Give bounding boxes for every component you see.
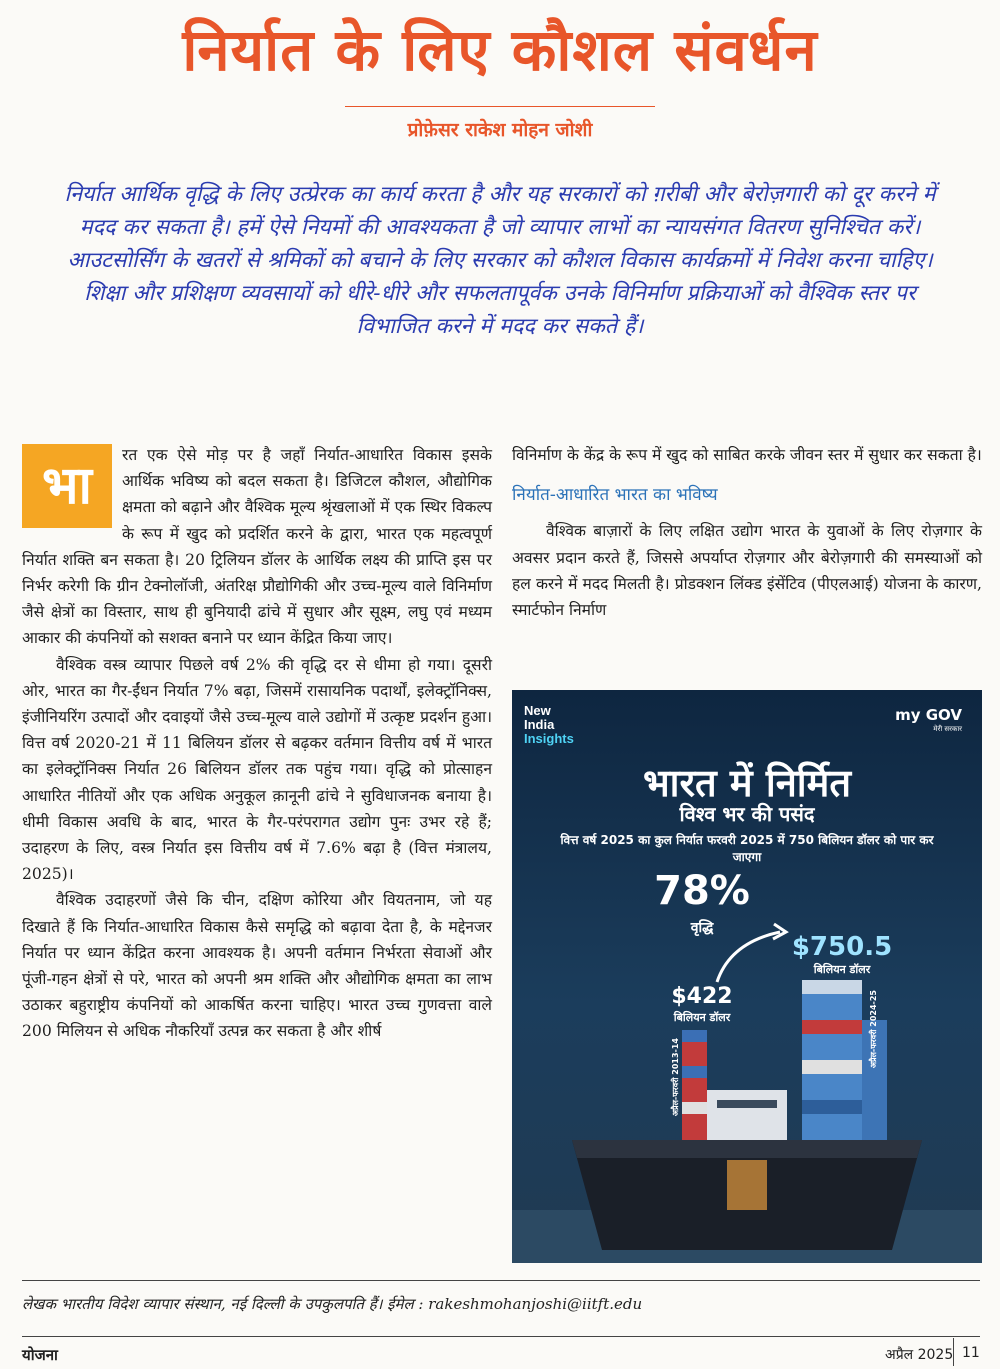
drop-cap: भा bbox=[22, 444, 112, 528]
new-india-insights-logo: New India Insights bbox=[524, 703, 574, 746]
left-paragraph-1: रत एक ऐसे मोड़ पर है जहाँ निर्यात-आधारित विकास इसके आर्थिक भविष्य को बदल सकता है। डिजिटल कौशल, औद्योगिक क्षमता को बढ़ाने और वैश्विक मूल्य श्रृंखलाओं में एक स्थिर विकल्प के रूप में खुद को प्रदर्शित करने के द्वारा, भारत एक महत्वपूर्ण निर्यात शक्ति बन सकता है। 20 ट्रिलियन डॉलर के आर्थिक लक्ष्य की प्राप्ति इस पर निर्भर करेगी कि ग्रीन टेक्नोलॉजी, अंतरिक्ष प्रौद्योगिकी और उच्च-मूल्य वाले विनिर्माण जैसे क्षेत्रों का विस्तार, साथ ही बुनियादी ढांचे में सुधार और सूक्ष्म, लघु एवं मध्यम आकार की कंपनियों को सशक्त बनाने पर ध्यान केंद्रित किया जाए। bbox=[22, 446, 492, 648]
value-after: $750.5 bbox=[791, 932, 893, 962]
infographic-title: भारत में निर्मित bbox=[642, 761, 852, 805]
footnote-divider bbox=[22, 1280, 980, 1281]
footer-separator bbox=[953, 1338, 954, 1366]
infographic-subtitle: विश्व भर की पसंद bbox=[679, 802, 815, 826]
author-footnote: लेखक भारतीय विदेश व्यापार संस्थान, नई दिल्ली के उपकुलपति हैं। ईमेल : rakeshmohanjoshi@iitft.edu bbox=[22, 1295, 643, 1313]
left-paragraph-2: वैश्विक वस्त्र व्यापार पिछले वर्ष 2% की वृद्धि दर से धीमा हो गया। दूसरी ओर, भारत का गैर-ईंधन निर्यात 7% बढ़ा, जिसमें रासायनिक पदार्थों, इलेक्ट्रॉनिक्स, इंजीनियरिंग उत्पादों और दवाइयों जैसे उच्च-मूल्य वाले उद्योगों में उत्कृष्ट प्रदर्शन हुआ। वित्त वर्ष 2020-21 में 11 बिलियन डॉलर से बढ़कर वर्तमान वित्तीय वर्ष में भारत का इलेक्ट्रॉनिक्स निर्यात 26 बिलियन डॉलर तक पहुंच गया। वृद्धि को प्रोत्साहन आधारित नीतियों और एक अधिक अनुकूल क़ानूनी ढांचे ने सुविधाजनक बनाया है। धीमी विकास अवधि के बाद, भारत के गैर-परंपरागत उद्योग पुनः उभर रहे हैं; उदाहरण के लिए, वस्त्र निर्यात इस वित्तीय वर्ष में 7.6% बढ़ा है (वित्त मंत्रालय, 2025)। bbox=[22, 655, 492, 884]
export-infographic bbox=[512, 690, 982, 1263]
author-divider bbox=[345, 106, 655, 107]
lead-paragraph: निर्यात आर्थिक वृद्धि के लिए उत्प्रेरक का कार्य करता है और यह सरकारों को ग़रीबी और बेरोज़गारी को दूर करने में मदद कर सकता है। हमें ऐसे नियमों की आवश्यकता है जो व्यापार लाभों का न्यायसंगत वितरण सुनिश्चित करें। आउटसोर्सिंग के खतरों से श्रमिकों को बचाने के लिए सरकार को कौशल विकास कार्यक्रमों में निवेश करना चाहिए। शिक्षा और प्रशिक्षण व्यवसायों को धीरे-धीरे और सफलतापूर्वक उनके विनिर्माण प्रक्रियाओं को वैश्विक स्तर पर विभाजित करने में मदद कर सकते हैं। bbox=[64, 182, 936, 339]
section-subheading: निर्यात-आधारित भारत का भविष्य bbox=[512, 485, 718, 506]
container-stack-before bbox=[682, 1030, 707, 1140]
left-column bbox=[22, 442, 492, 1045]
infographic-note: वित्त वर्ष 2025 का कुल निर्यात फरवरी 2025 में 750 बिलियन डॉलर को पार कर जाएगा bbox=[560, 833, 934, 864]
magazine-name: योजना bbox=[22, 1346, 58, 1364]
growth-label: वृद्धि bbox=[690, 920, 714, 936]
growth-value: 78% bbox=[654, 868, 750, 914]
period-before-label: अप्रैल-फरवरी 2013-14 bbox=[671, 1038, 680, 1117]
page-number: 11 bbox=[962, 1345, 980, 1361]
left-paragraph-3: वैश्विक उदाहरणों जैसे कि चीन, दक्षिण कोरिया और वियतनाम, जो यह दिखाते हैं कि निर्यात-आधारित विकास कैसे समृद्धि को बढ़ावा देता है, के मद्देनजर निर्यात पर ध्यान केंद्रित करना आवश्यक है। अपनी वर्तमान निर्भरता सेवाओं और पूंजी-गहन क्षेत्रों से परे, भारत को अपनी श्रम शक्ति और औद्योगिक क्षमता का लाभ उठाकर बहुराष्ट्रीय कंपनियों को आकर्षित करना चाहिए। भारत उच्च गुणवत्ता वाले 200 मिलियन से अधिक नौकरियाँ उत्पन्न कर सकता है और शीर्ष bbox=[22, 891, 492, 1041]
article-title: निर्यात के लिए कौशल संवर्धन bbox=[182, 16, 818, 84]
period-after-label: अप्रैल-फरवरी 2024-25 bbox=[869, 990, 878, 1069]
value-before: $422 bbox=[671, 984, 733, 1009]
right-paragraph-1: विनिर्माण के केंद्र के रूप में खुद को साबित करके जीवन स्तर में सुधार कर सकता है। bbox=[512, 446, 982, 464]
right-column bbox=[512, 442, 982, 623]
value-before-label: बिलियन डॉलर bbox=[673, 1011, 731, 1024]
author-name: प्रोफ़ेसर राकेश मोहन जोशी bbox=[407, 119, 593, 141]
right-paragraph-2: वैश्विक बाज़ारों के लिए लक्षित उद्योग भारत के युवाओं के लिए रोज़गार के अवसर प्रदान करते हैं, जिससे अपर्याप्त रोज़गार और बेरोज़गारी की समस्याओं को हल करने में मदद मिलती है। प्रोडक्शन लिंक्ड इंसेंटिव (पीएलआई) योजना के कारण, स्मार्टफोन निर्माण bbox=[512, 522, 982, 620]
issue-date: अप्रैल 2025 bbox=[885, 1347, 954, 1363]
footer-divider bbox=[22, 1336, 980, 1337]
value-after-label: बिलियन डॉलर bbox=[813, 963, 871, 976]
mygov-logo: my GOV मेरी सरकार bbox=[895, 706, 962, 733]
